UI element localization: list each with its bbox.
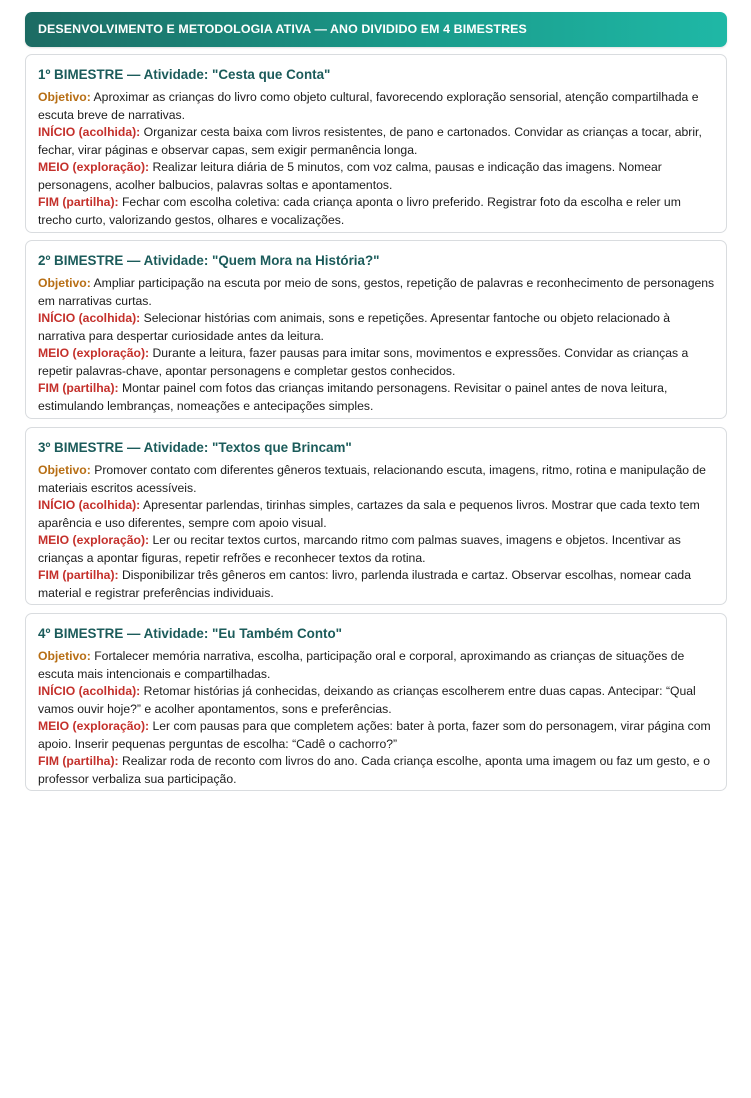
bimestre-title: 1º BIMESTRE — Atividade: "Cesta que Conta"	[38, 67, 331, 82]
inicio-section	[38, 683, 715, 718]
bimestre-card-1	[25, 54, 727, 233]
fim-text: Montar painel com fotos das crianças imitando personagens. Revisitar o painel antes de nova leitura, estimulando lembranças, nomeações e antecipações simples.	[38, 381, 668, 413]
meio-text: Ler ou recitar textos curtos, marcando ritmo com palmas suaves, imagens e objetos. Incentivar as crianças a apontar figuras, repetir refrões e reconhecer textos da rotina.	[38, 533, 681, 565]
page-title: DESENVOLVIMENTO E METODOLOGIA ATIVA — ANO DIVIDIDO EM 4 BIMESTRES	[38, 22, 527, 36]
inicio-text: Selecionar histórias com animais, sons e repetições. Apresentar fantoche ou objeto relacionado à narrativa para despertar curiosidade antes da leitura.	[38, 311, 671, 343]
inicio-section	[38, 124, 715, 159]
meio-label: MEIO (exploração):	[38, 160, 150, 174]
inicio-label: INÍCIO (acolhida):	[38, 498, 141, 512]
objetivo-label: Objetivo:	[38, 90, 91, 104]
objetivo-text: Promover contato com diferentes gêneros textuais, relacionando escuta, imagens, ritmo, rotina e manipulação de materiais escritos acessíveis.	[38, 463, 706, 495]
objetivo-text: Fortalecer memória narrativa, escolha, participação oral e corporal, aproximando as crianças de situações de escuta mais intencionais e compartilhadas.	[38, 649, 685, 681]
fim-section	[38, 567, 715, 602]
inicio-label: INÍCIO (acolhida):	[38, 684, 141, 698]
inicio-text: Apresentar parlendas, tirinhas simples, cartazes da sala e pequenos livros. Mostrar que cada texto tem aparência e uso diferentes, sempre com apoio visual.	[38, 498, 700, 530]
fim-text: Realizar roda de reconto com livros do ano. Cada criança escolhe, aponta uma imagem ou faz um gesto, e o professor verbaliza sua participação.	[38, 754, 710, 786]
meio-section	[38, 159, 715, 194]
fim-label: FIM (partilha):	[38, 381, 119, 395]
fim-section	[38, 380, 715, 415]
fim-label: FIM (partilha):	[38, 195, 119, 209]
bimestre-card-2	[25, 240, 727, 419]
objetivo-label: Objetivo:	[38, 276, 91, 290]
inicio-section	[38, 310, 715, 345]
fim-text: Fechar com escolha coletiva: cada criança aponta o livro preferido. Registrar foto da escolha e reler um trecho curto, valorizando gestos, olhares e vocalizações.	[38, 195, 681, 227]
objetivo-label: Objetivo:	[38, 649, 91, 663]
inicio-text: Organizar cesta baixa com livros resistentes, de pano e cartonados. Convidar as crianças a tocar, abrir, fechar, virar páginas e observar capas, sem exigir permanência longa.	[38, 125, 702, 157]
meio-label: MEIO (exploração):	[38, 533, 150, 547]
bimestre-card-4	[25, 613, 727, 791]
inicio-label: INÍCIO (acolhida):	[38, 125, 141, 139]
objetivo-text: Aproximar as crianças do livro como objeto cultural, favorecendo exploração sensorial, atenção compartilhada e escuta breve de narrativas.	[38, 90, 699, 122]
bimestre-card-3	[25, 427, 727, 605]
meio-text: Durante a leitura, fazer pausas para imitar sons, movimentos e expressões. Convidar as crianças a repetir palavras-chave, apontar personagens e completar gestos conhecidos.	[38, 346, 689, 378]
meio-section	[38, 345, 715, 380]
meio-label: MEIO (exploração):	[38, 346, 150, 360]
fim-text: Disponibilizar três gêneros em cantos: livro, parlenda ilustrada e cartaz. Observar escolhas, nomear cada material e registrar preferências individuais.	[38, 568, 691, 600]
objetivo-section	[38, 462, 715, 497]
meio-text: Ler com pausas para que completem ações: bater à porta, fazer som do personagem, virar página com apoio. Inserir pequenas perguntas de escolha: “Cadê o cachorro?”	[38, 719, 711, 751]
objetivo-label: Objetivo:	[38, 463, 91, 477]
meio-section	[38, 532, 715, 567]
objetivo-section	[38, 89, 715, 124]
bimestre-title: 2º BIMESTRE — Atividade: "Quem Mora na História?"	[38, 253, 380, 268]
page-header-banner	[25, 12, 727, 47]
inicio-label: INÍCIO (acolhida):	[38, 311, 141, 325]
meio-text: Realizar leitura diária de 5 minutos, com voz calma, pausas e indicação das imagens. Nomear personagens, acolher balbucios, palavras soltas e apontamentos.	[38, 160, 662, 192]
fim-section	[38, 194, 715, 229]
bimestre-title: 3º BIMESTRE — Atividade: "Textos que Brincam"	[38, 440, 352, 455]
objetivo-text: Ampliar participação na escuta por meio de sons, gestos, repetição de palavras e reconhecimento de personagens em narrativas curtas.	[38, 276, 715, 308]
bimestre-title: 4º BIMESTRE — Atividade: "Eu Também Conto"	[38, 626, 343, 641]
inicio-text: Retomar histórias já conhecidas, deixando as crianças escolherem entre duas capas. Antecipar: “Qual vamos ouvir hoje?” e acolher apontamentos, sons e preferências.	[38, 684, 696, 716]
objetivo-section	[38, 648, 715, 683]
inicio-section	[38, 497, 715, 532]
fim-label: FIM (partilha):	[38, 754, 119, 768]
meio-section	[38, 718, 715, 753]
fim-label: FIM (partilha):	[38, 568, 119, 582]
meio-label: MEIO (exploração):	[38, 719, 150, 733]
objetivo-section	[38, 275, 715, 310]
fim-section	[38, 753, 715, 788]
